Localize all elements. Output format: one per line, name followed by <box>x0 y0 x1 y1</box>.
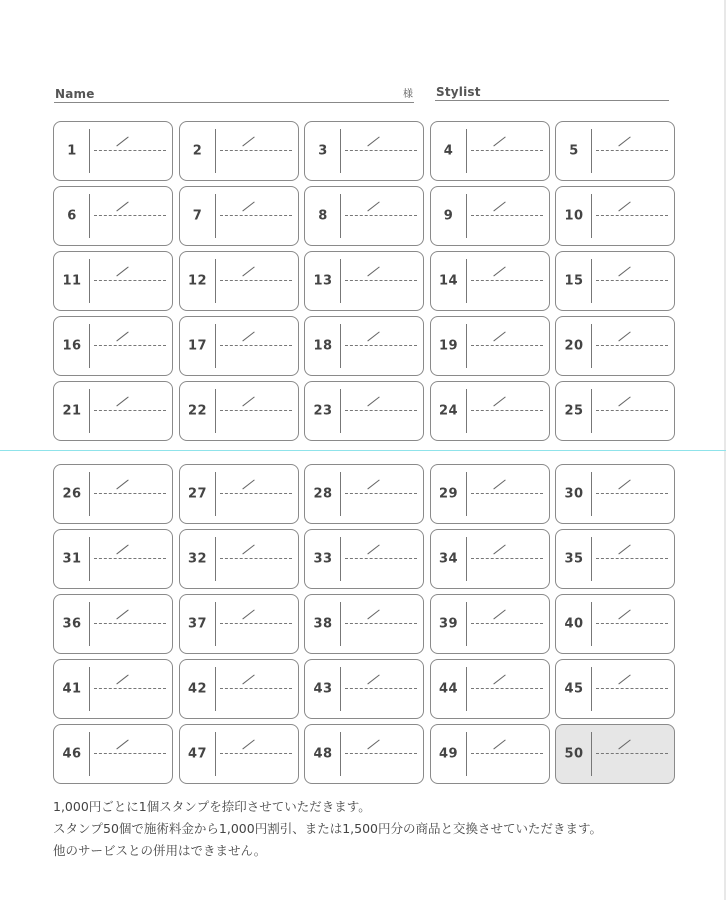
stamp-divider <box>340 259 341 303</box>
stamp-date-line <box>471 345 543 346</box>
stamp-divider <box>591 324 592 368</box>
stamp-date-line <box>345 753 417 754</box>
note-line-1: 1,000円ごとに1個スタンプを捺印させていただきます。 <box>53 799 371 814</box>
stamp-cell[interactable] <box>179 594 299 654</box>
stamp-cell[interactable] <box>430 464 550 524</box>
date-slash-icon <box>242 136 254 146</box>
stamp-divider <box>591 259 592 303</box>
stamp-cell[interactable] <box>555 381 675 441</box>
stamp-cell[interactable] <box>53 186 173 246</box>
stamp-number: 18 <box>313 338 333 354</box>
stamp-divider <box>466 537 467 581</box>
stamp-divider <box>466 667 467 711</box>
date-slash-icon <box>493 544 505 554</box>
stamp-cell[interactable] <box>179 316 299 376</box>
date-slash-icon <box>242 266 254 276</box>
stamp-date-line <box>471 623 543 624</box>
stamp-cell[interactable] <box>304 316 424 376</box>
stamp-cell[interactable] <box>53 464 173 524</box>
stamp-divider <box>89 732 90 776</box>
stamp-date-line <box>94 215 166 216</box>
stamp-number: 35 <box>564 551 584 567</box>
date-slash-icon <box>116 331 128 341</box>
terms-notes <box>53 796 602 862</box>
stamp-number: 3 <box>318 143 328 159</box>
stamp-date-line <box>220 215 292 216</box>
date-slash-icon <box>618 544 630 554</box>
stamp-number: 47 <box>187 746 208 762</box>
stamp-date-line <box>596 280 668 281</box>
stamp-date-line <box>471 493 543 494</box>
stamp-date-line <box>596 558 668 559</box>
stamp-date-line <box>596 493 668 494</box>
stamp-cell[interactable] <box>555 186 675 246</box>
stamp-number: 40 <box>564 616 584 632</box>
stamp-number: 15 <box>564 273 584 289</box>
stamp-date-line <box>345 215 417 216</box>
stamp-divider <box>89 472 90 516</box>
note-line-2: スタンプ50個で施術料金から1,000円割引、または1,500円分の商品と交換させていただきます。 <box>53 821 602 836</box>
stamp-number: 39 <box>438 616 459 632</box>
stamp-number: 34 <box>438 551 459 567</box>
stamp-number: 24 <box>438 403 459 419</box>
stamp-divider <box>466 194 467 238</box>
stamp-number: 30 <box>564 486 584 502</box>
stamp-number: 38 <box>313 616 333 632</box>
stamp-divider <box>215 129 216 173</box>
date-slash-icon <box>367 201 379 211</box>
stamp-cell[interactable] <box>179 529 299 589</box>
stamp-divider <box>89 324 90 368</box>
stamp-date-line <box>220 410 292 411</box>
stamp-cell[interactable] <box>53 529 173 589</box>
stamp-date-line <box>345 493 417 494</box>
stamp-number: 28 <box>313 486 333 502</box>
stamp-cell[interactable] <box>430 724 550 784</box>
stamp-date-line <box>471 280 543 281</box>
date-slash-icon <box>493 266 505 276</box>
date-slash-icon <box>493 739 505 749</box>
stamp-cell[interactable] <box>555 659 675 719</box>
date-slash-icon <box>367 609 379 619</box>
stamp-number: 42 <box>187 681 208 697</box>
stamp-number: 17 <box>187 338 208 354</box>
stamp-cell[interactable] <box>555 464 675 524</box>
date-slash-icon <box>242 201 254 211</box>
stamp-number: 2 <box>192 143 203 159</box>
date-slash-icon <box>618 396 630 406</box>
stamp-divider <box>215 472 216 516</box>
stamp-number: 41 <box>62 681 82 697</box>
stamp-cell[interactable] <box>179 464 299 524</box>
stamp-number: 43 <box>313 681 333 697</box>
date-slash-icon <box>367 739 379 749</box>
stamp-divider <box>591 667 592 711</box>
stamp-divider <box>89 389 90 433</box>
date-slash-icon <box>367 331 379 341</box>
stamp-number: 6 <box>67 208 77 224</box>
stamp-number: 19 <box>438 338 459 354</box>
stamp-date-line <box>345 688 417 689</box>
stamp-divider <box>340 472 341 516</box>
stamp-number: 25 <box>564 403 584 419</box>
stamp-number: 4 <box>443 143 454 159</box>
stamp-number: 13 <box>313 273 333 289</box>
stamp-number: 46 <box>62 746 82 762</box>
stamp-number: 20 <box>564 338 584 354</box>
stamp-cell[interactable] <box>179 659 299 719</box>
stamp-cell[interactable] <box>304 724 424 784</box>
stamp-date-line <box>220 150 292 151</box>
date-slash-icon <box>116 609 128 619</box>
stamp-number: 21 <box>62 403 82 419</box>
stamp-cell[interactable] <box>53 251 173 311</box>
date-slash-icon <box>242 479 254 489</box>
stamp-cell[interactable] <box>430 659 550 719</box>
stamp-divider <box>466 472 467 516</box>
stamp-cell[interactable] <box>555 594 675 654</box>
stamp-date-line <box>220 753 292 754</box>
stamp-number: 1 <box>67 143 77 159</box>
date-slash-icon <box>493 479 505 489</box>
date-slash-icon <box>367 674 379 684</box>
stamp-number: 14 <box>438 273 459 289</box>
date-slash-icon <box>116 739 128 749</box>
date-slash-icon <box>116 396 128 406</box>
date-slash-icon <box>242 739 254 749</box>
stamp-divider <box>340 602 341 646</box>
stamp-cell[interactable] <box>555 529 675 589</box>
stamp-number: 8 <box>318 208 328 224</box>
stamp-date-line <box>471 215 543 216</box>
stamp-divider <box>591 537 592 581</box>
stamp-date-line <box>220 688 292 689</box>
stamp-divider <box>466 602 467 646</box>
stamp-divider <box>466 389 467 433</box>
stamp-cell[interactable] <box>53 724 173 784</box>
stamp-date-line <box>220 623 292 624</box>
stamp-divider <box>340 667 341 711</box>
stamp-number: 9 <box>443 208 454 224</box>
name-honorific: 様 <box>403 89 413 100</box>
stamp-cell[interactable] <box>304 464 424 524</box>
stamp-date-line <box>345 345 417 346</box>
stamp-cell[interactable] <box>179 251 299 311</box>
stamp-date-line <box>345 280 417 281</box>
date-slash-icon <box>367 479 379 489</box>
date-slash-icon <box>493 396 505 406</box>
stamp-number: 26 <box>62 486 82 502</box>
stamp-divider <box>340 324 341 368</box>
stamp-date-line <box>471 150 543 151</box>
stamp-grid-bottom <box>53 464 675 784</box>
date-slash-icon <box>116 544 128 554</box>
stamp-divider <box>215 602 216 646</box>
stamp-cell[interactable] <box>555 121 675 181</box>
stamp-cell[interactable] <box>304 659 424 719</box>
stamp-divider <box>591 129 592 173</box>
fold-guide-line <box>0 450 726 451</box>
stamp-date-line <box>596 215 668 216</box>
stamp-date-line <box>94 150 166 151</box>
stamp-date-line <box>471 558 543 559</box>
stamp-date-line <box>596 345 668 346</box>
stamp-number: 37 <box>187 616 208 632</box>
stamp-number: 50 <box>564 746 584 762</box>
stamp-divider <box>340 129 341 173</box>
stamp-date-line <box>220 280 292 281</box>
stamp-cell[interactable] <box>179 186 299 246</box>
stamp-divider <box>466 324 467 368</box>
stamp-divider <box>466 129 467 173</box>
stamp-cell[interactable] <box>304 594 424 654</box>
date-slash-icon <box>618 674 630 684</box>
date-slash-icon <box>493 609 505 619</box>
stamp-date-line <box>94 623 166 624</box>
stamp-cell[interactable] <box>53 659 173 719</box>
stamp-cell[interactable] <box>430 381 550 441</box>
date-slash-icon <box>367 266 379 276</box>
stamp-date-line <box>471 688 543 689</box>
stamp-number: 12 <box>187 273 208 289</box>
stamp-date-line <box>94 753 166 754</box>
stamp-divider <box>466 259 467 303</box>
date-slash-icon <box>116 136 128 146</box>
date-slash-icon <box>618 266 630 276</box>
stamp-cell[interactable] <box>555 251 675 311</box>
stamp-number: 7 <box>192 208 203 224</box>
date-slash-icon <box>242 396 254 406</box>
date-slash-icon <box>493 674 505 684</box>
date-slash-icon <box>242 544 254 554</box>
stamp-cell[interactable] <box>304 251 424 311</box>
stamp-date-line <box>220 493 292 494</box>
date-slash-icon <box>242 331 254 341</box>
stamp-number: 27 <box>187 486 208 502</box>
stamp-divider <box>591 389 592 433</box>
stamp-divider <box>89 667 90 711</box>
date-slash-icon <box>116 266 128 276</box>
date-slash-icon <box>116 674 128 684</box>
date-slash-icon <box>367 136 379 146</box>
stamp-divider <box>215 259 216 303</box>
stamp-divider <box>340 732 341 776</box>
date-slash-icon <box>618 331 630 341</box>
stamp-date-line <box>471 410 543 411</box>
stamp-cell[interactable] <box>430 529 550 589</box>
stamp-divider <box>215 389 216 433</box>
stamp-divider <box>591 602 592 646</box>
stamp-number: 11 <box>62 273 82 289</box>
date-slash-icon <box>367 396 379 406</box>
date-slash-icon <box>242 609 254 619</box>
stamp-divider <box>591 194 592 238</box>
stamp-cell[interactable] <box>179 381 299 441</box>
stamp-date-line <box>220 558 292 559</box>
stamp-number: 16 <box>62 338 82 354</box>
date-slash-icon <box>618 201 630 211</box>
stamp-number: 33 <box>313 551 333 567</box>
note-line-3: 他のサービスとの併用はできません。 <box>53 843 267 858</box>
stamp-date-line <box>596 150 668 151</box>
name-label: Name <box>55 87 95 101</box>
date-slash-icon <box>367 544 379 554</box>
stamp-divider <box>215 667 216 711</box>
stamp-date-line <box>94 688 166 689</box>
stamp-number: 44 <box>438 681 459 697</box>
stamp-cell[interactable] <box>53 121 173 181</box>
stamp-date-line <box>471 753 543 754</box>
stamp-cell[interactable] <box>179 724 299 784</box>
stamp-number: 31 <box>62 551 82 567</box>
date-slash-icon <box>618 479 630 489</box>
stamp-divider <box>215 537 216 581</box>
stamp-divider <box>215 194 216 238</box>
stamp-divider <box>89 129 90 173</box>
stamp-date-line <box>596 623 668 624</box>
stamp-date-line <box>345 558 417 559</box>
date-slash-icon <box>242 674 254 684</box>
date-slash-icon <box>618 136 630 146</box>
stamp-number: 49 <box>438 746 459 762</box>
date-slash-icon <box>116 201 128 211</box>
date-slash-icon <box>493 201 505 211</box>
stylist-field[interactable] <box>435 82 669 101</box>
stamp-number: 10 <box>564 208 584 224</box>
stamp-cell[interactable] <box>430 594 550 654</box>
stamp-divider <box>340 194 341 238</box>
stamp-divider <box>215 732 216 776</box>
stamp-divider <box>89 259 90 303</box>
date-slash-icon <box>618 609 630 619</box>
stamp-divider <box>591 732 592 776</box>
date-slash-icon <box>618 739 630 749</box>
stamp-divider <box>215 324 216 368</box>
stamp-date-line <box>94 280 166 281</box>
stamp-divider <box>340 389 341 433</box>
stamp-date-line <box>94 345 166 346</box>
stamp-number: 32 <box>187 551 208 567</box>
stamp-date-line <box>94 558 166 559</box>
stamp-cell[interactable] <box>304 121 424 181</box>
customer-name-field[interactable] <box>54 82 414 103</box>
stamp-divider <box>340 537 341 581</box>
stamp-cell[interactable] <box>179 121 299 181</box>
stamp-date-line <box>345 150 417 151</box>
stamp-cell[interactable] <box>53 594 173 654</box>
stamp-number: 22 <box>187 403 208 419</box>
stamp-cell[interactable] <box>555 316 675 376</box>
stamp-date-line <box>596 753 668 754</box>
stamp-number: 29 <box>438 486 459 502</box>
stamp-date-line <box>596 410 668 411</box>
stamp-divider <box>89 602 90 646</box>
stamp-divider <box>89 194 90 238</box>
stamp-cell[interactable] <box>430 316 550 376</box>
stamp-date-line <box>94 410 166 411</box>
stamp-cell[interactable] <box>53 381 173 441</box>
stamp-date-line <box>94 493 166 494</box>
stamp-cell[interactable] <box>430 186 550 246</box>
stamp-cell[interactable] <box>53 316 173 376</box>
stamp-number: 23 <box>313 403 333 419</box>
stamp-number: 45 <box>564 681 584 697</box>
stamp-date-line <box>596 688 668 689</box>
date-slash-icon <box>116 479 128 489</box>
stamp-divider <box>89 537 90 581</box>
stamp-cell[interactable] <box>555 724 675 784</box>
stamp-date-line <box>345 623 417 624</box>
stamp-cell[interactable] <box>304 381 424 441</box>
stamp-cell[interactable] <box>430 251 550 311</box>
stamp-cell[interactable] <box>304 529 424 589</box>
date-slash-icon <box>493 136 505 146</box>
stamp-cell[interactable] <box>430 121 550 181</box>
stamp-grid-top <box>53 121 675 441</box>
stamp-cell[interactable] <box>304 186 424 246</box>
stamp-number: 48 <box>313 746 333 762</box>
stamp-number: 5 <box>569 143 579 159</box>
stamp-divider <box>466 732 467 776</box>
stamp-date-line <box>345 410 417 411</box>
stamp-number: 36 <box>62 616 82 632</box>
stylist-label: Stylist <box>436 85 481 99</box>
date-slash-icon <box>493 331 505 341</box>
stamp-date-line <box>220 345 292 346</box>
stamp-divider <box>591 472 592 516</box>
